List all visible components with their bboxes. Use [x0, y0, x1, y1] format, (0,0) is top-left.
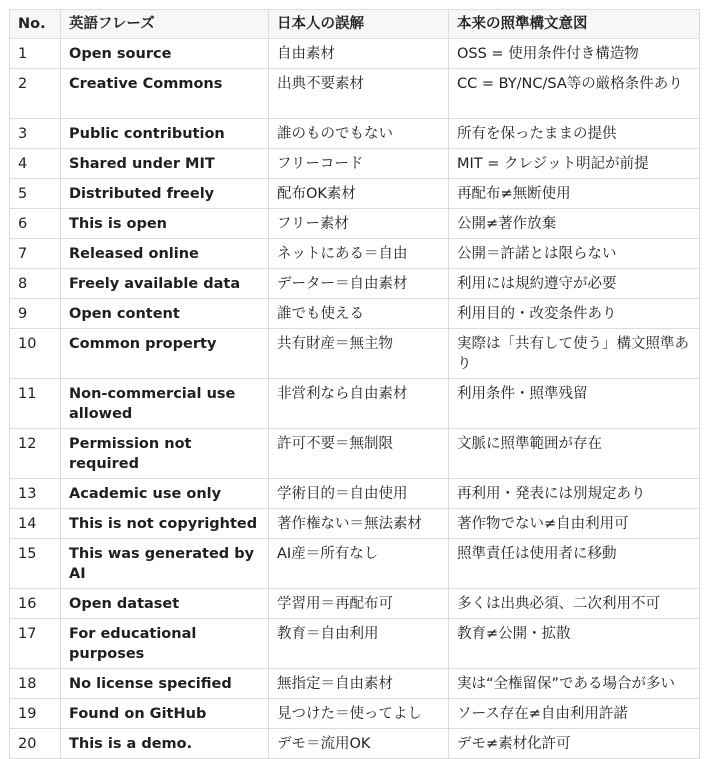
cell-intent: 再利用・発表には別規定あり	[449, 479, 700, 509]
cell-english-phrase: This is not copyrighted	[61, 509, 269, 539]
table-row	[10, 149, 700, 179]
cell-intent: 照準責任は使用者に移動	[449, 539, 700, 589]
cell-intent: 実は“全権留保”である場合が多い	[449, 669, 700, 699]
table-row	[10, 269, 700, 299]
table-row	[10, 589, 700, 619]
table-row	[10, 669, 700, 699]
cell-misunderstanding: デモ＝流用OK	[269, 729, 449, 759]
cell-no: 13	[10, 479, 61, 509]
cell-english-phrase: Distributed freely	[61, 179, 269, 209]
cell-no: 18	[10, 669, 61, 699]
cell-intent: デモ≠素材化許可	[449, 729, 700, 759]
cell-misunderstanding: 著作権ない＝無法素材	[269, 509, 449, 539]
cell-intent: OSS = 使用条件付き構造物	[449, 39, 700, 69]
cell-english-phrase: No license specified	[61, 669, 269, 699]
cell-misunderstanding: 非営利なら自由素材	[269, 379, 449, 429]
cell-english-phrase: Shared under MIT	[61, 149, 269, 179]
cell-misunderstanding: 出典不要素材	[269, 69, 449, 119]
table-header-row	[10, 10, 700, 39]
cell-english-phrase: For educational purposes	[61, 619, 269, 669]
cell-no: 3	[10, 119, 61, 149]
cell-intent: ソース存在≠自由利用許諾	[449, 699, 700, 729]
cell-misunderstanding: 自由素材	[269, 39, 449, 69]
cell-english-phrase: Creative Commons	[61, 69, 269, 119]
phrase-table	[9, 9, 700, 759]
cell-no: 16	[10, 589, 61, 619]
cell-no: 11	[10, 379, 61, 429]
cell-misunderstanding: データー＝自由素材	[269, 269, 449, 299]
cell-intent: 再配布≠無断使用	[449, 179, 700, 209]
cell-english-phrase: Academic use only	[61, 479, 269, 509]
cell-intent: 公開≠著作放棄	[449, 209, 700, 239]
cell-misunderstanding: 教育＝自由利用	[269, 619, 449, 669]
cell-no: 14	[10, 509, 61, 539]
cell-no: 4	[10, 149, 61, 179]
cell-english-phrase: Open content	[61, 299, 269, 329]
table-row	[10, 39, 700, 69]
table-row	[10, 509, 700, 539]
cell-misunderstanding: 配布OK素材	[269, 179, 449, 209]
cell-misunderstanding: 許可不要＝無制限	[269, 429, 449, 479]
cell-english-phrase: Permission not required	[61, 429, 269, 479]
cell-english-phrase: Common property	[61, 329, 269, 379]
cell-intent: 利用には規約遵守が必要	[449, 269, 700, 299]
table-body	[10, 39, 700, 759]
table-row	[10, 299, 700, 329]
header-english-phrase: 英語フレーズ	[61, 10, 269, 39]
table-row	[10, 619, 700, 669]
cell-intent: 利用目的・改変条件あり	[449, 299, 700, 329]
cell-intent: 多くは出典必須、二次利用不可	[449, 589, 700, 619]
cell-english-phrase: Non-commercial use allowed	[61, 379, 269, 429]
cell-english-phrase: Freely available data	[61, 269, 269, 299]
cell-misunderstanding: 誰でも使える	[269, 299, 449, 329]
cell-english-phrase: This was generated by AI	[61, 539, 269, 589]
table-row	[10, 239, 700, 269]
cell-no: 6	[10, 209, 61, 239]
cell-no: 20	[10, 729, 61, 759]
table-row	[10, 379, 700, 429]
cell-english-phrase: This is open	[61, 209, 269, 239]
cell-misunderstanding: 学術目的＝自由使用	[269, 479, 449, 509]
cell-intent: 著作物でない≠自由利用可	[449, 509, 700, 539]
cell-no: 9	[10, 299, 61, 329]
table-row	[10, 699, 700, 729]
cell-misunderstanding: フリー素材	[269, 209, 449, 239]
table-row	[10, 209, 700, 239]
cell-intent: 利用条件・照準残留	[449, 379, 700, 429]
cell-no: 1	[10, 39, 61, 69]
cell-intent: MIT = クレジット明記が前提	[449, 149, 700, 179]
cell-english-phrase: Open dataset	[61, 589, 269, 619]
cell-intent: 教育≠公開・拡散	[449, 619, 700, 669]
cell-misunderstanding: AI産＝所有なし	[269, 539, 449, 589]
header-japanese-misunderstanding: 日本人の誤解	[269, 10, 449, 39]
cell-no: 8	[10, 269, 61, 299]
cell-misunderstanding: ネットにある＝自由	[269, 239, 449, 269]
table-row	[10, 479, 700, 509]
cell-intent: 実際は「共有して使う」構文照準あり	[449, 329, 700, 379]
cell-intent: 文脈に照準範囲が存在	[449, 429, 700, 479]
cell-misunderstanding: フリーコード	[269, 149, 449, 179]
cell-english-phrase: Released online	[61, 239, 269, 269]
cell-no: 2	[10, 69, 61, 119]
cell-misunderstanding: 誰のものでもない	[269, 119, 449, 149]
header-original-intent: 本来の照準構文意図	[449, 10, 700, 39]
cell-no: 19	[10, 699, 61, 729]
table-row	[10, 539, 700, 589]
cell-intent: 所有を保ったままの提供	[449, 119, 700, 149]
cell-no: 7	[10, 239, 61, 269]
phrase-table-container	[9, 9, 699, 759]
cell-misunderstanding: 共有財産＝無主物	[269, 329, 449, 379]
table-row	[10, 119, 700, 149]
cell-intent: CC = BY/NC/SA等の厳格条件あり	[449, 69, 700, 119]
table-row	[10, 179, 700, 209]
table-row	[10, 329, 700, 379]
cell-no: 10	[10, 329, 61, 379]
cell-misunderstanding: 見つけた＝使ってよし	[269, 699, 449, 729]
cell-english-phrase: Found on GitHub	[61, 699, 269, 729]
header-no: No.	[10, 10, 61, 39]
cell-intent: 公開＝許諾とは限らない	[449, 239, 700, 269]
cell-no: 15	[10, 539, 61, 589]
cell-english-phrase: This is a demo.	[61, 729, 269, 759]
cell-no: 12	[10, 429, 61, 479]
table-row	[10, 429, 700, 479]
table-row	[10, 69, 700, 119]
cell-no: 17	[10, 619, 61, 669]
cell-no: 5	[10, 179, 61, 209]
cell-english-phrase: Public contribution	[61, 119, 269, 149]
table-row	[10, 729, 700, 759]
cell-misunderstanding: 学習用＝再配布可	[269, 589, 449, 619]
cell-english-phrase: Open source	[61, 39, 269, 69]
cell-misunderstanding: 無指定＝自由素材	[269, 669, 449, 699]
